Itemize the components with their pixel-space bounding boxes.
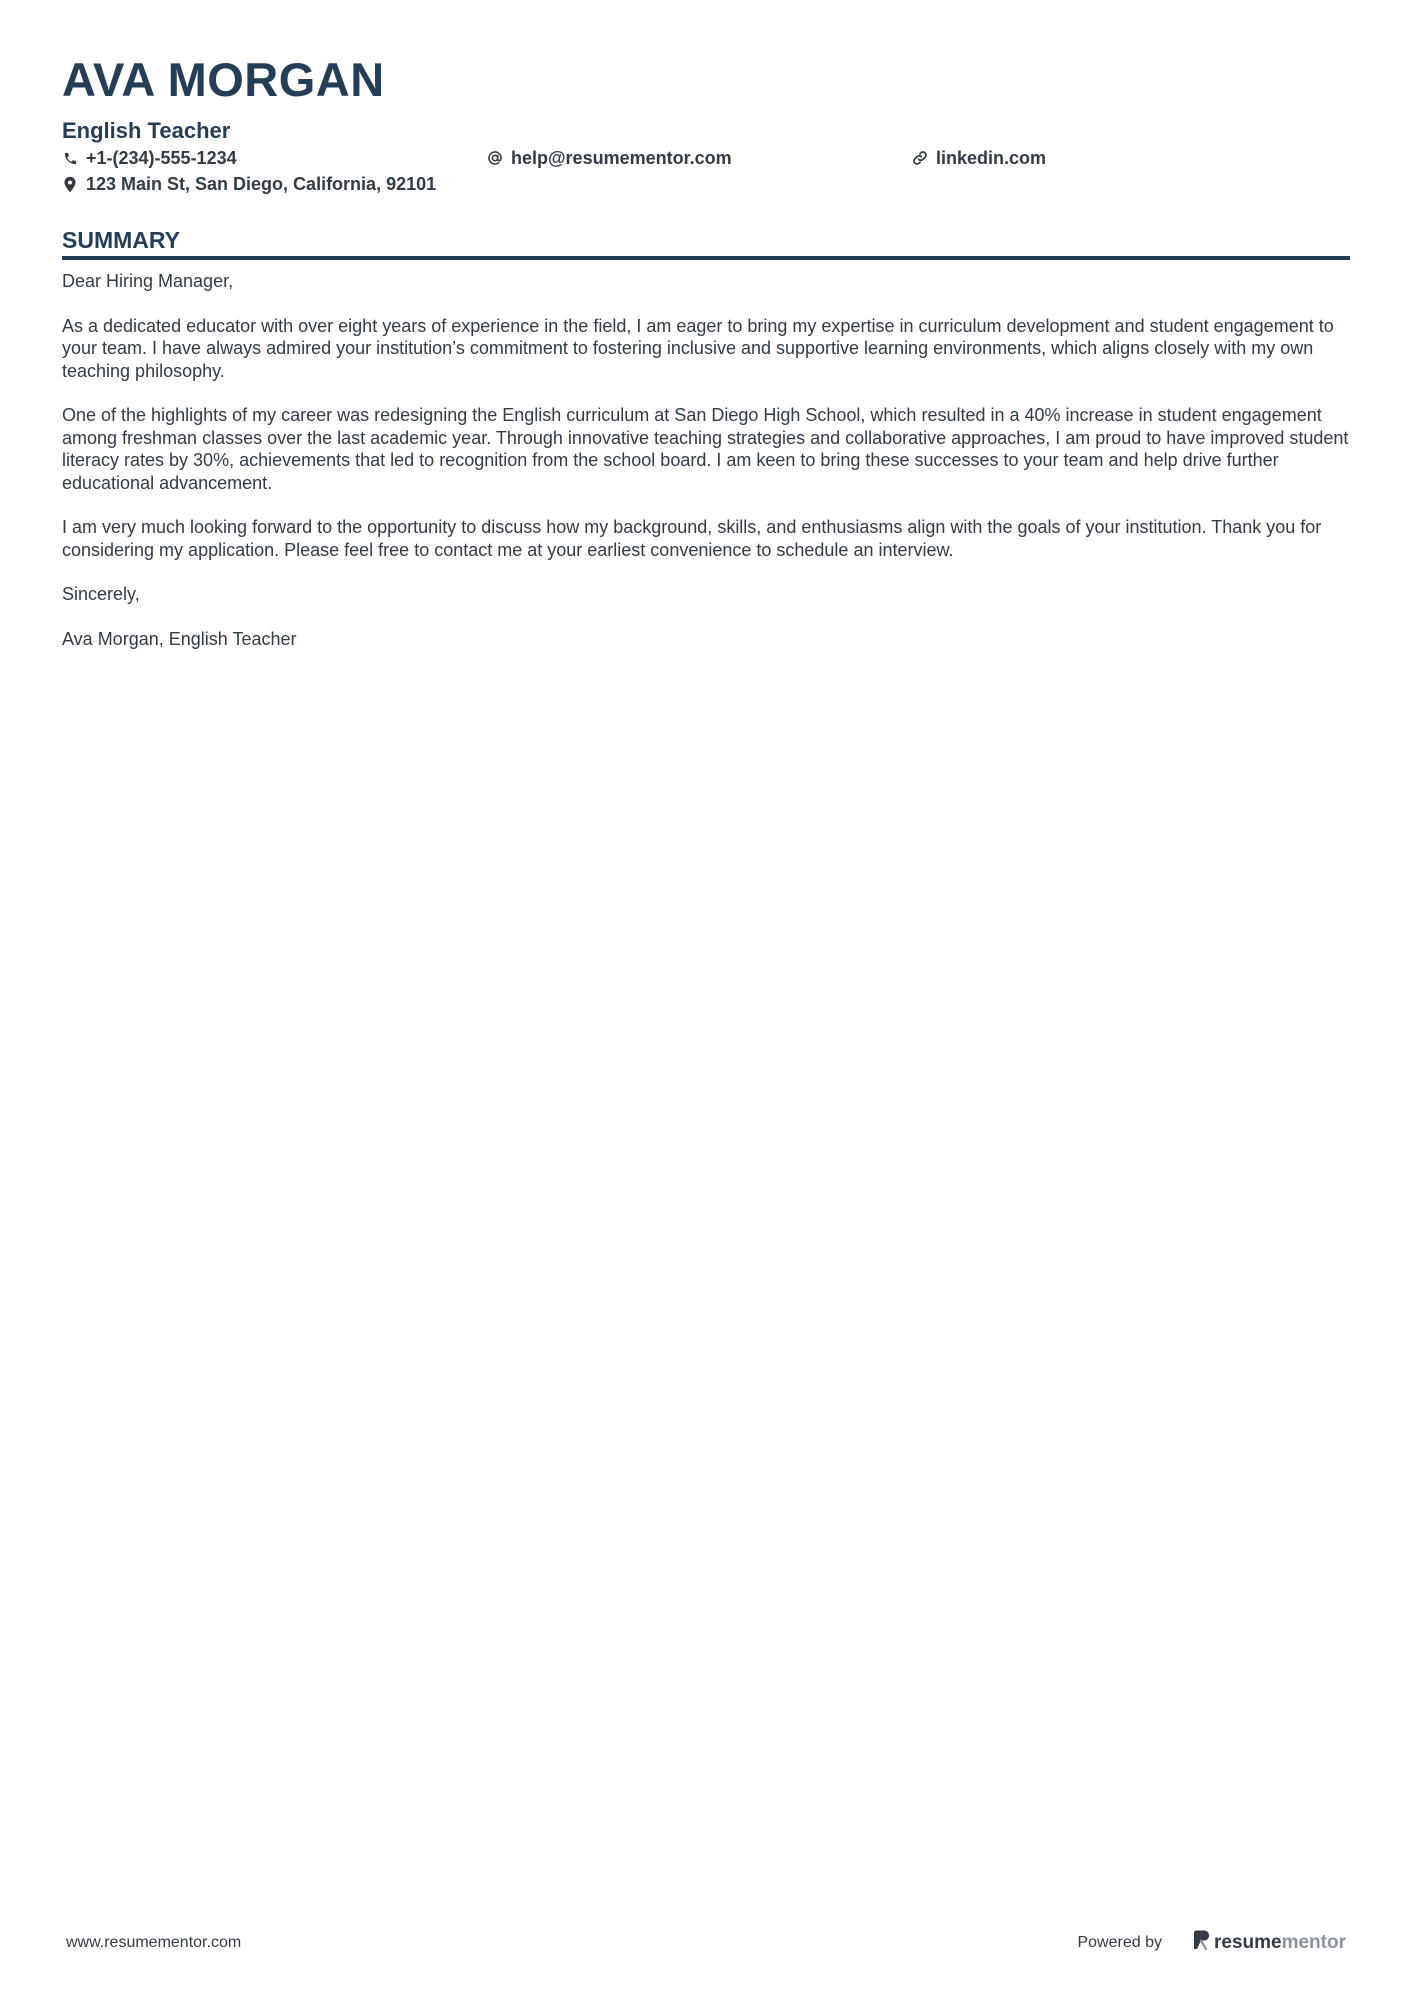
letter-paragraph-3: I am very much looking forward to the opportunity to discuss how my background, skills, and enthusiasms align with the goals of your institution. Thank you for considering my application. Please feel free to contact me at your earliest convenience to schedule an interview. (62, 517, 1322, 560)
brand-mark-icon (1192, 1929, 1210, 1956)
section-title-summary: SUMMARY (62, 227, 180, 253)
resumementor-logo[interactable] (1192, 1929, 1346, 1956)
at-icon (487, 150, 503, 166)
brand-name-primary: resume (1213, 1931, 1282, 1953)
footer-branding (1077, 1929, 1346, 1956)
contact-info (62, 148, 1349, 194)
email-text: help@resumementor.com (511, 148, 732, 168)
letter-signature: Ava Morgan, English Teacher (62, 628, 297, 649)
letter-closing: Sincerely, (62, 584, 140, 604)
letter-salutation: Dear Hiring Manager, (62, 271, 234, 291)
candidate-name: AVA MORGAN (62, 53, 385, 106)
link-icon (912, 150, 928, 166)
location-pin-icon (62, 176, 78, 192)
phone-icon (62, 150, 78, 166)
contact-website (912, 148, 1349, 168)
letter-paragraph-1: As a dedicated educator with over eight years of experience in the field, I am eager to bring my expertise in curriculum development and student engagement to your team. I have always admired your institution’s commitment to fostering inclusive and supportive learning environments, which aligns closely with my own teaching philosophy. (62, 315, 1334, 381)
address-text: 123 Main St, San Diego, California, 92101 (86, 174, 437, 194)
website-text: linkedin.com (936, 148, 1047, 168)
job-title: English Teacher (62, 118, 231, 143)
contact-phone (62, 148, 487, 168)
powered-by-label: Powered by (1077, 1933, 1162, 1951)
brand-name-secondary: mentor (1281, 1931, 1346, 1953)
cover-letter-page (62, 52, 1349, 672)
section-divider (62, 256, 1350, 260)
phone-text: +1-(234)-555-1234 (86, 148, 237, 168)
letter-paragraph-2: One of the highlights of my career was redesigning the English curriculum at San Diego High School, which resulted in a 40% increase in student engagement among freshman classes over the last academic year. Through innovative teaching strategies and collaborative approaches, I am proud to have improved student literacy rates by 30%, achievements that led to recognition from the school board. I am keen to bring these successes to your team and help drive further educational advancement. (62, 405, 1349, 493)
footer-website-link[interactable]: www.resumementor.com (66, 1934, 242, 1951)
letter-body (62, 270, 1349, 650)
contact-address (62, 174, 487, 194)
contact-email (487, 148, 912, 168)
